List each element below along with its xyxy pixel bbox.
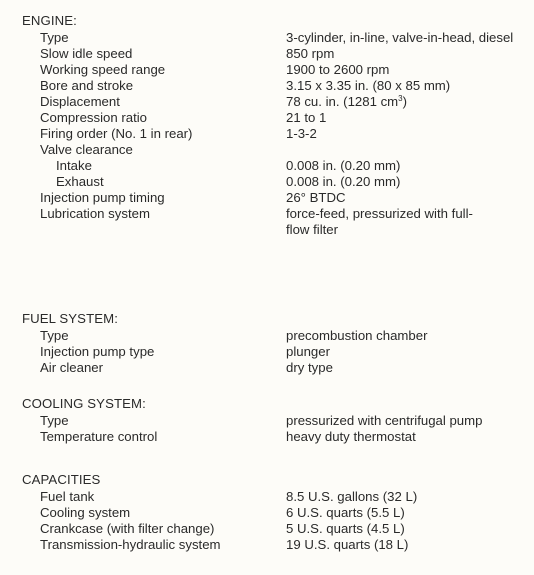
spec-value bbox=[286, 142, 522, 158]
spec-value: 6 U.S. quarts (5.5 L) bbox=[286, 505, 405, 520]
spec-value: 0.008 in. (0.20 mm) bbox=[286, 158, 401, 173]
spec-label: Type bbox=[40, 328, 69, 343]
spec-value: precombustion chamber bbox=[286, 328, 428, 343]
spec-value: 3.15 x 3.35 in. (80 x 85 mm) bbox=[286, 78, 451, 93]
spec-row bbox=[22, 62, 522, 78]
spec-label: Type bbox=[40, 413, 69, 428]
spec-label: Lubrication system bbox=[40, 206, 150, 221]
spec-row bbox=[22, 521, 522, 537]
section-heading: CAPACITIES bbox=[22, 472, 101, 487]
displacement-value: 78 cu. in. (1281 cm bbox=[286, 94, 399, 109]
spec-row bbox=[22, 190, 522, 206]
spec-label: Temperature control bbox=[40, 429, 158, 444]
spec-value: 26° BTDC bbox=[286, 190, 346, 205]
spec-value: force-feed, pressurized with full-flow filter bbox=[286, 206, 473, 237]
spec-value bbox=[286, 94, 522, 110]
spec-value: 0.008 in. (0.20 mm) bbox=[286, 174, 401, 189]
spec-row bbox=[22, 78, 522, 94]
capacities-section bbox=[22, 472, 522, 553]
spec-row bbox=[22, 429, 522, 445]
spec-row bbox=[22, 158, 522, 174]
spec-label: Bore and stroke bbox=[40, 78, 134, 93]
section-heading: ENGINE: bbox=[22, 13, 77, 28]
spec-row bbox=[22, 537, 522, 553]
spec-row bbox=[22, 30, 522, 46]
spec-value: 1900 to 2600 rpm bbox=[286, 62, 390, 77]
cubic-superscript: 3 bbox=[398, 94, 403, 103]
spec-value: 8.5 U.S. gallons (32 L) bbox=[286, 489, 418, 504]
spec-row bbox=[22, 94, 522, 110]
spec-label: Crankcase (with filter change) bbox=[40, 521, 215, 536]
spec-row bbox=[22, 344, 522, 360]
displacement-close: ) bbox=[402, 94, 408, 109]
spec-row bbox=[22, 328, 522, 344]
spec-value: heavy duty thermostat bbox=[286, 429, 416, 444]
spec-value: pressurized with centrifugal pump bbox=[286, 413, 483, 428]
cooling-system-section bbox=[22, 396, 522, 445]
spec-label: Firing order (No. 1 in rear) bbox=[40, 126, 193, 141]
spec-label: Exhaust bbox=[56, 174, 104, 189]
spec-value: 5 U.S. quarts (4.5 L) bbox=[286, 521, 405, 536]
spec-label: Displacement bbox=[40, 94, 120, 109]
spec-row bbox=[22, 360, 522, 376]
spec-row bbox=[22, 46, 522, 62]
spec-row bbox=[22, 110, 522, 126]
spec-row bbox=[22, 174, 522, 190]
spec-label: Slow idle speed bbox=[40, 46, 133, 61]
spec-row bbox=[22, 413, 522, 429]
spec-value: dry type bbox=[286, 360, 333, 375]
section-heading: FUEL SYSTEM: bbox=[22, 311, 118, 326]
spec-label: Cooling system bbox=[40, 505, 131, 520]
spec-row bbox=[22, 505, 522, 521]
spec-row bbox=[22, 206, 522, 238]
spec-value: plunger bbox=[286, 344, 330, 359]
spec-value: 850 rpm bbox=[286, 46, 335, 61]
spec-label: Type bbox=[40, 30, 69, 45]
spec-value: 3-cylinder, in-line, valve-in-head, diesel bbox=[286, 30, 514, 45]
spec-row bbox=[22, 489, 522, 505]
spec-value: 1-3-2 bbox=[286, 126, 317, 141]
fuel-system-section bbox=[22, 311, 522, 376]
spec-label: Compression ratio bbox=[40, 110, 148, 125]
spec-value: 19 U.S. quarts (18 L) bbox=[286, 537, 409, 552]
spec-label: Valve clearance bbox=[40, 142, 133, 157]
spec-row bbox=[22, 142, 522, 158]
engine-section bbox=[22, 13, 522, 238]
spec-label: Injection pump type bbox=[40, 344, 155, 359]
spec-row bbox=[22, 126, 522, 142]
spec-label: Air cleaner bbox=[40, 360, 104, 375]
spec-label: Fuel tank bbox=[40, 489, 95, 504]
spec-label: Transmission-hydraulic system bbox=[40, 537, 221, 552]
section-heading: COOLING SYSTEM: bbox=[22, 396, 146, 411]
spec-value: 21 to 1 bbox=[286, 110, 327, 125]
spec-label: Intake bbox=[56, 158, 92, 173]
spec-label: Working speed range bbox=[40, 62, 166, 77]
spec-label: Injection pump timing bbox=[40, 190, 165, 205]
